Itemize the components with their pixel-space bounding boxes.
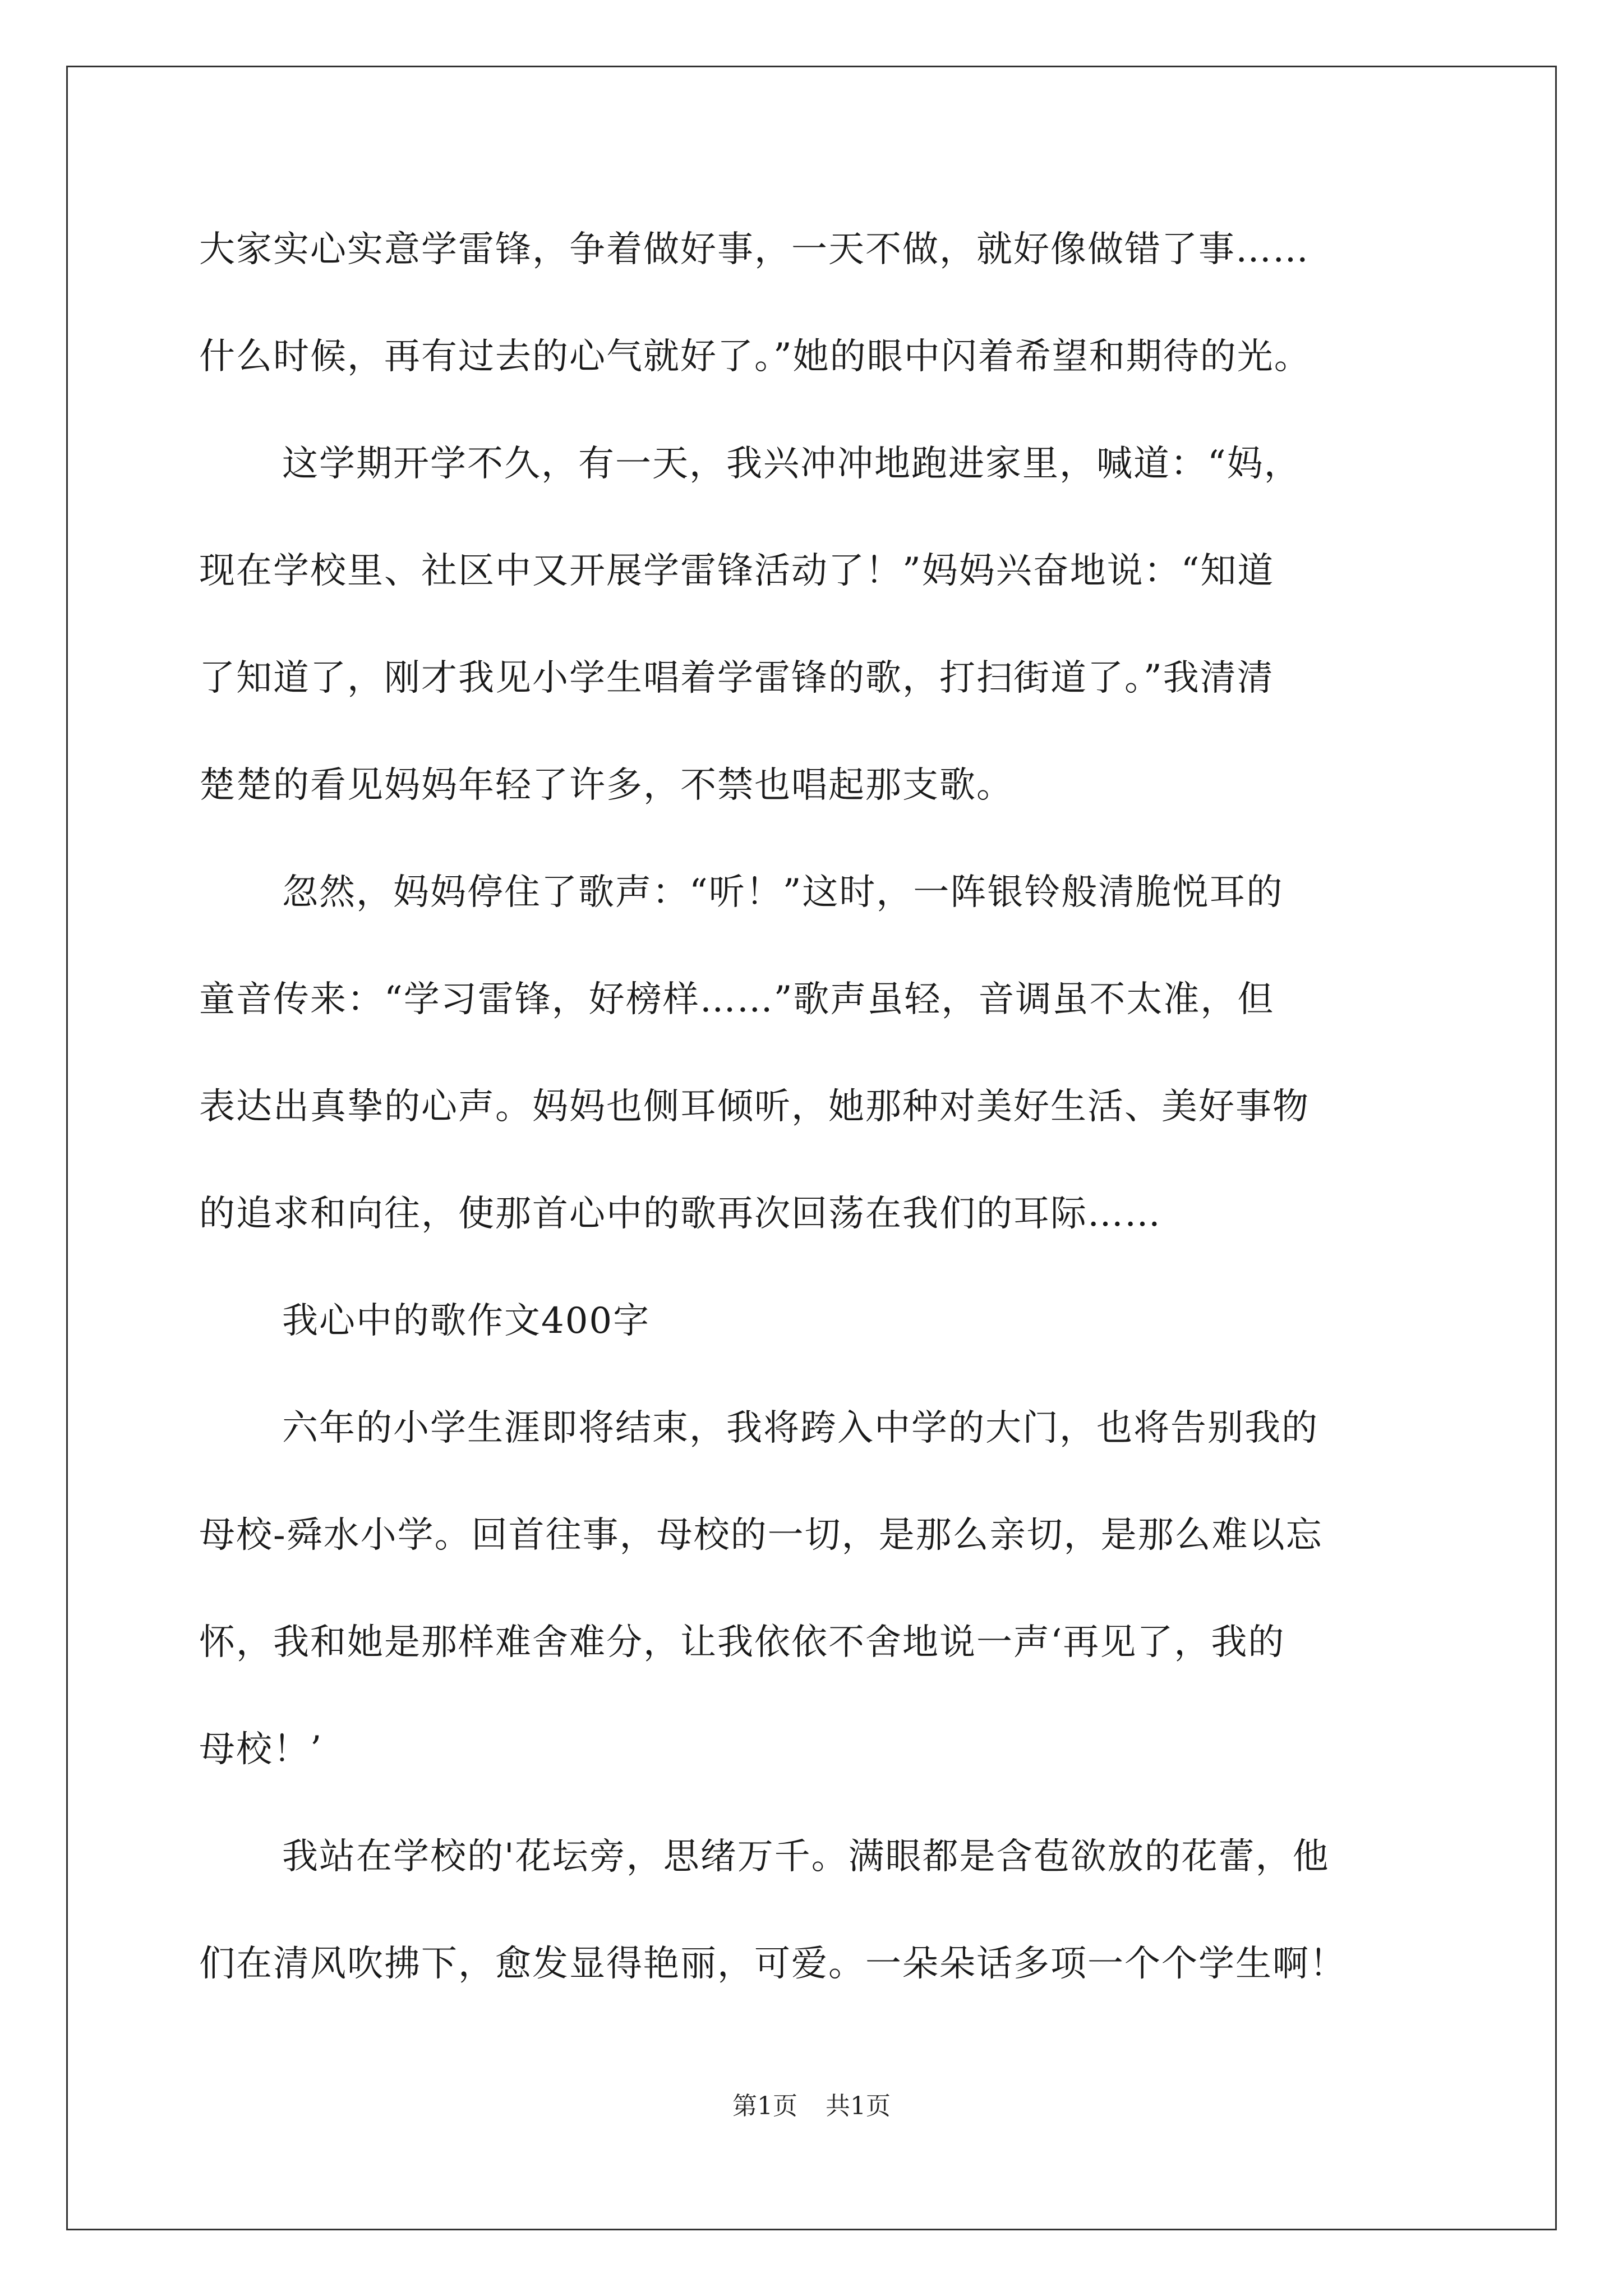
text-line: 表达出真挚的心声。妈妈也侧耳倾听，她那种对美好生活、美好事物 bbox=[199, 1086, 1310, 1128]
paragraph-start-line: 我站在学校的'花坛旁，思绪万千。满眼都是含苞欲放的花蕾，他 bbox=[282, 1836, 1330, 1878]
text-line: 楚楚的看见妈妈年轻了许多，不禁也唱起那支歌。 bbox=[199, 765, 1013, 806]
page-footer bbox=[0, 2090, 1623, 2123]
paragraph-start-line: 六年的小学生涯即将结束，我将跨入中学的大门，也将告别我的 bbox=[282, 1407, 1318, 1449]
text-line: 大家实心实意学雷锋，争着做好事，一天不做，就好像做错了事…… bbox=[199, 229, 1310, 270]
text-line: 什么时候，再有过去的心气就好了。”她的眼中闪着希望和期待的光。 bbox=[199, 336, 1311, 378]
paragraph-start-line: 忽然，妈妈停住了歌声：“听！”这时，一阵银铃般清脆悦耳的 bbox=[282, 872, 1284, 913]
page-total: 共1页 bbox=[826, 2092, 891, 2120]
text-line: 怀，我和她是那样难舍难分，让我依依不舍地说一声‘再见了，我的 bbox=[199, 1622, 1285, 1663]
text-line: 童音传来：“学习雷锋，好榜样……”歌声虽轻，音调虽不太准，但 bbox=[199, 979, 1275, 1020]
text-line: 母校-舜水小学。回首往事，母校的一切，是那么亲切，是那么难以忘 bbox=[199, 1515, 1323, 1556]
paragraph-start-line: 这学期开学不久，有一天，我兴冲冲地跑进家里，喊道：“妈， bbox=[282, 443, 1301, 485]
text-line: 们在清风吹拂下，愈发显得艳丽，可爱。一朵朵话多项一个个学生啊！ bbox=[199, 1943, 1347, 1985]
document-body bbox=[199, 222, 1433, 2043]
page-number: 第1页 bbox=[732, 2092, 797, 2120]
text-line: 的追求和向往，使那首心中的歌再次回荡在我们的耳际…… bbox=[199, 1193, 1161, 1235]
text-line: 现在学校里、社区中又开展学雷锋活动了！”妈妈兴奋地说：“知道 bbox=[199, 550, 1275, 592]
text-line: 母校！’ bbox=[199, 1729, 323, 1770]
text-line: 了知道了，刚才我见小学生唱着学雷锋的歌，打扫街道了。”我清清 bbox=[199, 657, 1274, 699]
section-heading: 我心中的歌作文400字 bbox=[282, 1300, 651, 1342]
